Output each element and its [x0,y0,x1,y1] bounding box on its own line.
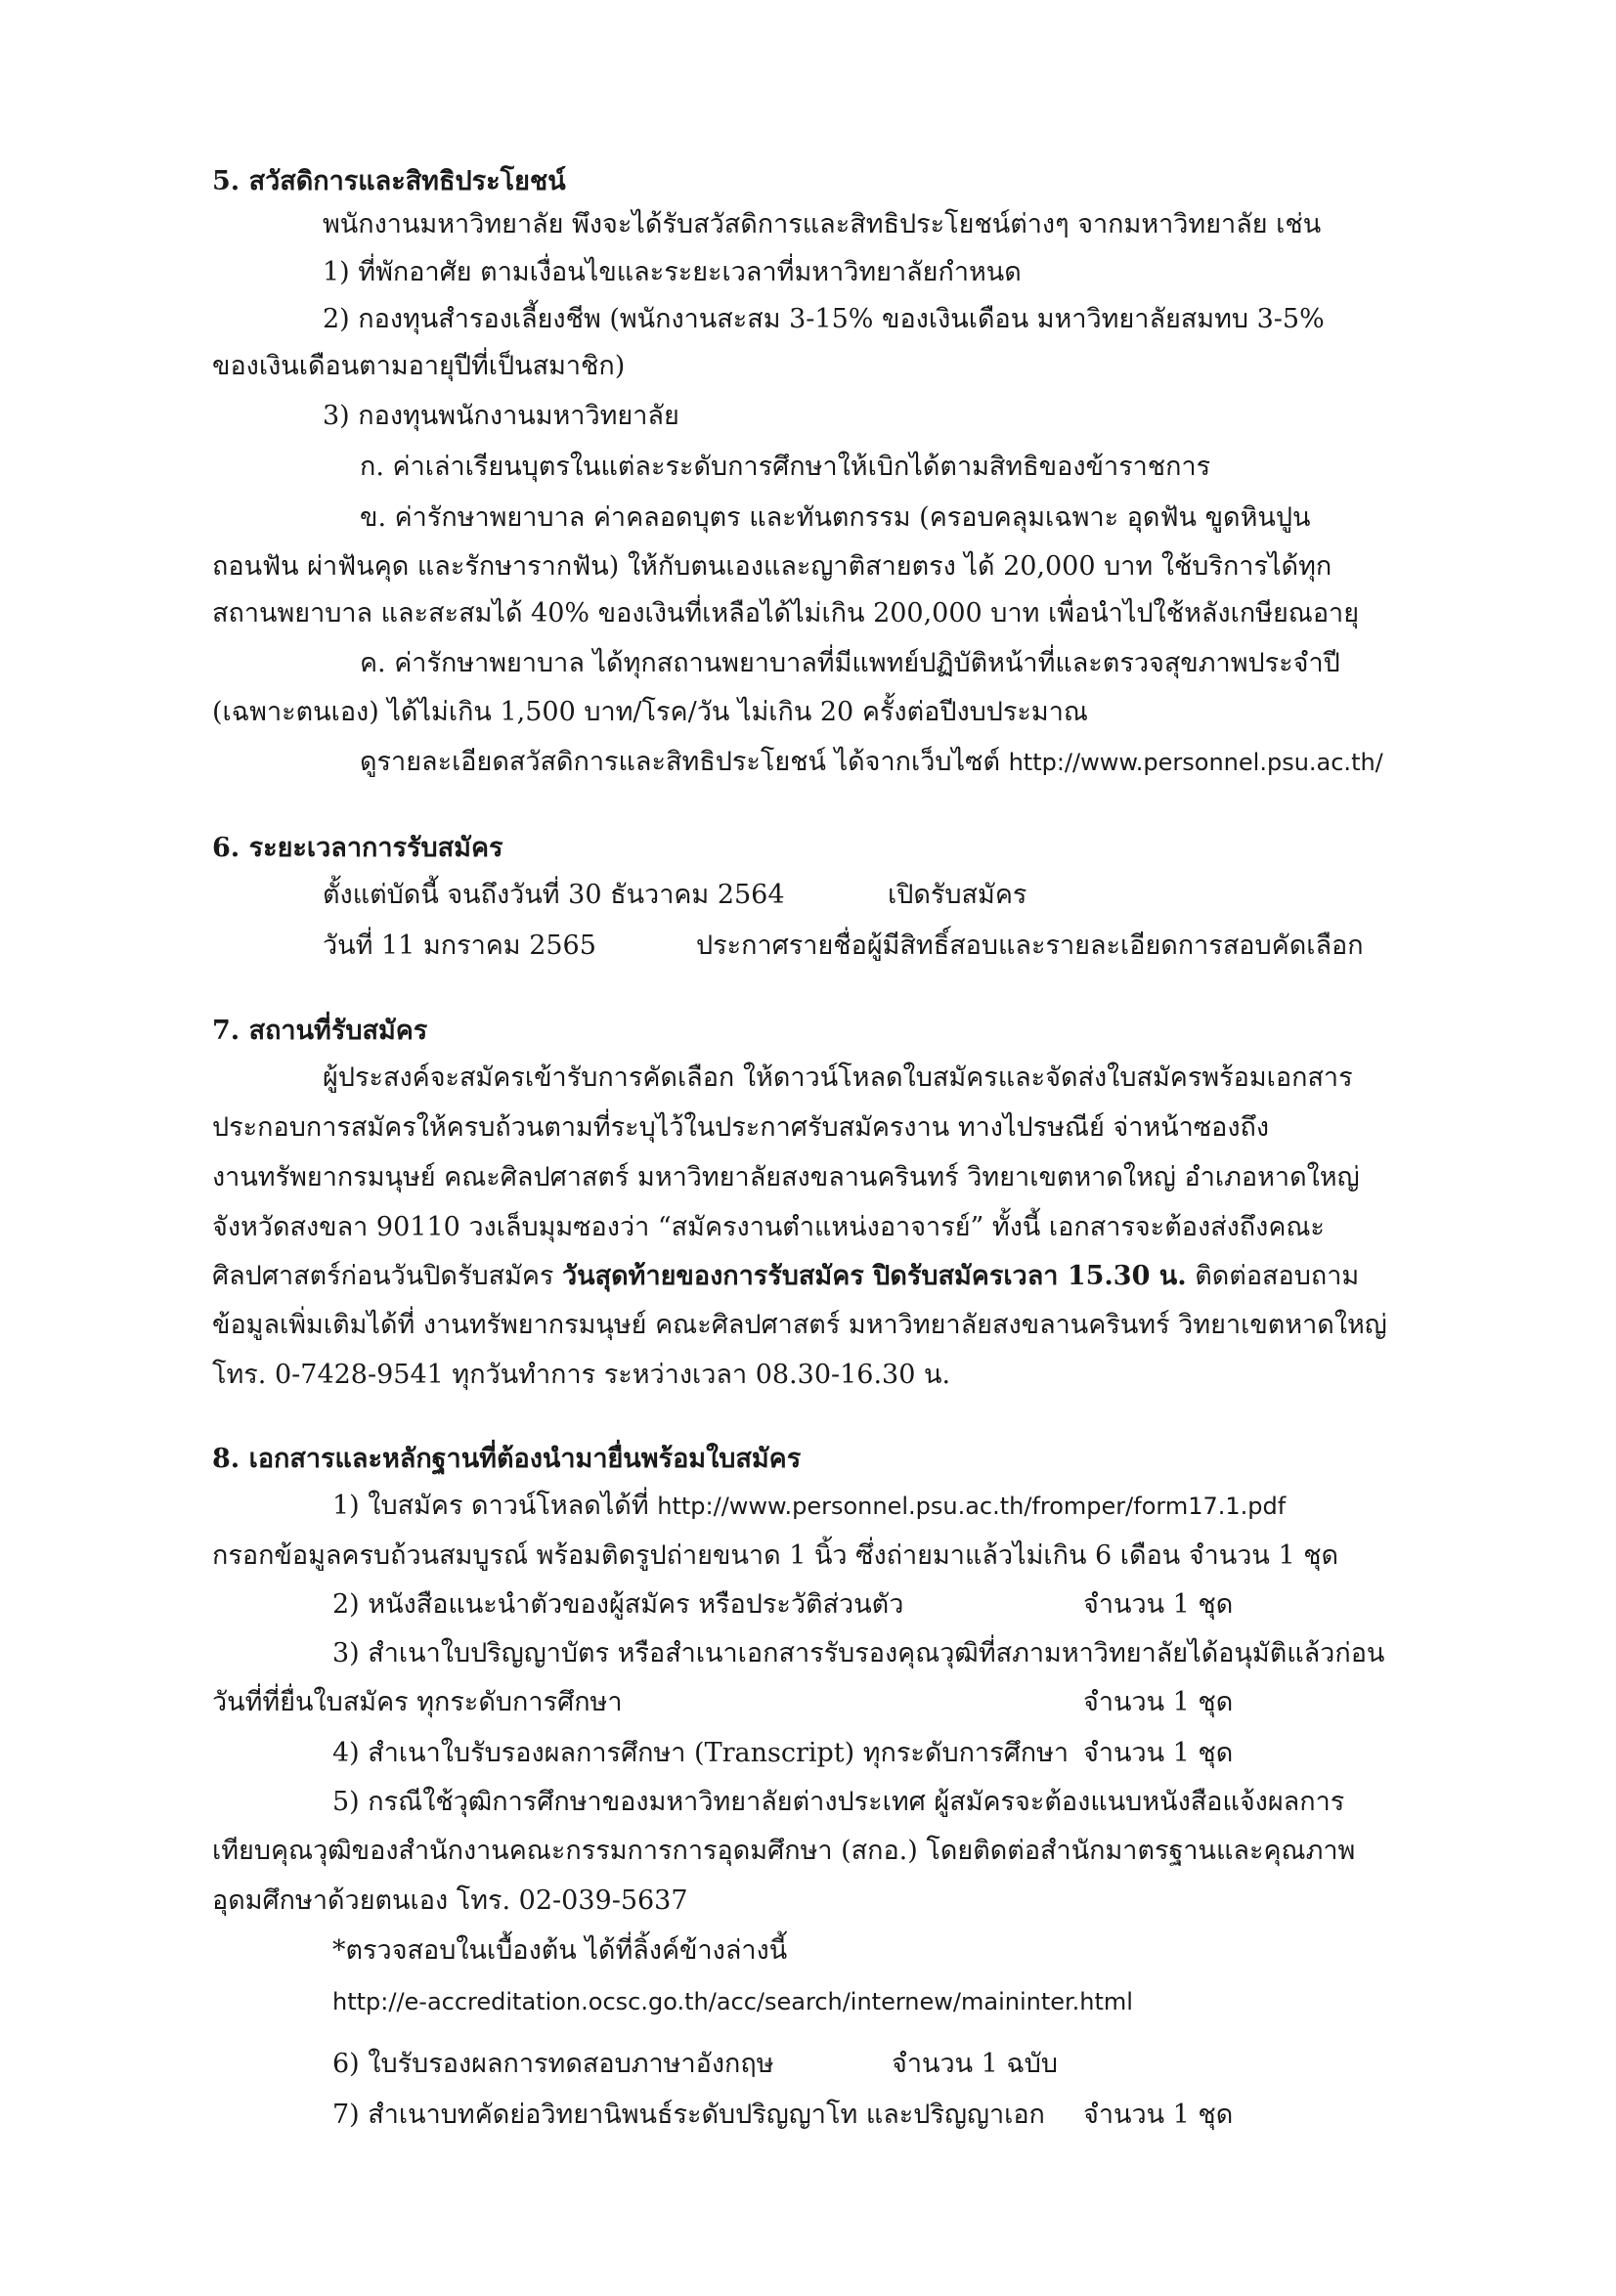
section-8-item-5-cont-1: เทียบคุณวุฒิของสำนักงานคณะกรรมการการอุดมศึกษา (สกอ.) โดยติดต่อสำนักมาตรฐานและคุณภาพ [212,1836,1356,1866]
section-5-heading: 5. สวัสดิการและสิทธิประโยชน์ [212,166,566,196]
section-8-item-2-qty: จำนวน 1 ชุด [1083,1589,1234,1620]
section-5-item-3-kha: ข. ค่ารักษาพยาบาล ค่าคลอดบุตร และทันตกรรม (ครอบคลุมเฉพาะ อุดฟัน ขูดหินปูน [360,502,1311,533]
section-8-item-7-qty: จำนวน 1 ชุด [1083,2100,1234,2130]
section-7-line-1: ผู้ประสงค์จะสมัครเข้ารับการคัดเลือก ให้ดาวน์โหลดใบสมัครและจัดส่งใบสมัครพร้อมเอกสาร [323,1062,1353,1093]
section-7-line-3: งานทรัพยากรมนุษย์ คณะศิลปศาสตร์ มหาวิทยาลัยสงขลานครินทร์ วิทยาเขตหาดใหญ่ อำเภอหาดใหญ่ [212,1162,1360,1192]
section-7-line-5-pre: ศิลปศาสตร์ก่อนวันปิดรับสมัคร [212,1261,563,1291]
section-5-more-text: ดูรายละเอียดสวัสดิการและสิทธิประโยชน์ ได้จากเว็บไซต์ [360,747,1000,777]
section-7-heading: 7. สถานที่รับสมัคร [212,1016,428,1046]
section-5-item-1: 1) ที่พักอาศัย ตามเงื่อนไขและระยะเวลาที่มหาวิทยาลัยกำหนด [323,257,1022,287]
personnel-website-link[interactable]: http://www.personnel.psu.ac.th/ [1008,749,1383,776]
section-5-item-3-kha-cont-1: ถอนฟัน ผ่าฟันคุด และรักษารากฟัน) ให้กับตนเองและญาติสายตรง ได้ 20,000 บาท ใช้บริการได้ทุก [212,551,1332,582]
section-5-item-3-ka: ก. ค่าเล่าเรียนบุตรในแต่ละระดับการศึกษาให้เบิกได้ตามสิทธิของข้าราชการ [360,452,1211,482]
section-7-line-5-post: ติดต่อสอบถาม [1186,1261,1360,1291]
section-5-item-2: 2) กองทุนสำรองเลี้ยงชีพ (พนักงานสะสม 3-15% ของเงินเดือน มหาวิทยาลัยสมทบ 3-5% [323,304,1325,334]
section-8-item-3-cont: วันที่ที่ยื่นใบสมัคร ทุกระดับการศึกษา [212,1687,623,1717]
section-8-item-4: 4) สำเนาใบรับรองผลการศึกษา (Transcript) ทุกระดับการศึกษา [332,1738,1070,1768]
section-8-item-6: 6) ใบรับรองผลการทดสอบภาษาอังกฤษ [332,2049,774,2079]
section-8-item-3: 3) สำเนาใบปริญญาบัตร หรือสำเนาเอกสารรับรองคุณวุฒิที่สภามหาวิทยาลัยได้อนุมัติแล้วก่อน [332,1638,1385,1668]
section-5-item-2-cont: ของเงินเดือนตามอายุปีที่เป็นสมาชิก) [212,351,626,381]
section-7-line-7: โทร. 0-7428-9541 ทุกวันทำการ ระหว่างเวลา 08.30-16.30 น. [212,1360,951,1390]
section-8-item-5-note: *ตรวจสอบในเบื้องต้น ได้ที่ลิ้งค์ข้างล่างนี้ [332,1935,788,1966]
application-form-link[interactable]: http://www.personnel.psu.ac.th/fromper/form17.1.pdf [657,1493,1287,1520]
section-8-item-6-qty: จำนวน 1 ฉบับ [892,2049,1059,2079]
application-period-date: ตั้งแต่บัดนี้ จนถึงวันที่ 30 ธันวาคม 2564 [323,880,785,910]
section-5-item-3-kha-cont-2: สถานพยาบาล และสะสมได้ 40% ของเงินที่เหลือได้ไม่เกิน 200,000 บาท เพื่อนำไปใช้หลังเกษียณอายุ [212,598,1360,628]
section-8-item-7: 7) สำเนาบทคัดย่อวิทยานิพนธ์ระดับปริญญาโท และปริญญาเอก [332,2100,1045,2130]
announcement-date: วันที่ 11 มกราคม 2565 [323,931,596,961]
section-8-item-1-cont: กรอกข้อมูลครบถ้วนสมบูรณ์ พร้อมติดรูปถ่ายขนาด 1 นิ้ว ซึ่งถ่ายมาแล้วไม่เกิน 6 เดือน จำนวน 1 ชุด [212,1540,1339,1571]
section-7-line-6: ข้อมูลเพิ่มเติมได้ที่ งานทรัพยากรมนุษย์ คณะศิลปศาสตร์ มหาวิทยาลัยสงขลานครินทร์ วิทยาเขตหาดใหญ่ [212,1310,1387,1340]
section-7-line-4: จังหวัดสงขลา 90110 วงเล็บมุมซองว่า “สมัครงานตำแหน่งอาจารย์” ทั้งนี้ เอกสารจะต้องส่งถึงคณะ [212,1212,1325,1242]
section-5-intro: พนักงานมหาวิทยาลัย พึงจะได้รับสวัสดิการและสิทธิประโยชน์ต่างๆ จากมหาวิทยาลัย เช่น [323,209,1322,239]
application-period-desc: เปิดรับสมัคร [888,880,1027,910]
section-8-item-1-text: 1) ใบสมัคร ดาวน์โหลดได้ที่ [332,1491,649,1521]
section-7-line-5 [212,1259,1359,1294]
application-deadline: วันสุดท้ายของการรับสมัคร ปิดรับสมัครเวลา 15.30 น. [562,1261,1187,1291]
section-8-item-3-qty: จำนวน 1 ชุด [1083,1687,1234,1717]
section-8-item-2: 2) หนังสือแนะนำตัวของผู้สมัคร หรือประวัติส่วนตัว [332,1589,904,1620]
announcement-desc: ประกาศรายชื่อผู้มีสิทธิ์สอบและรายละเอียดการสอบคัดเลือก [696,931,1364,961]
section-5-item-3-kho-cont: (เฉพาะตนเอง) ได้ไม่เกิน 1,500 บาท/โรค/วัน ไม่เกิน 20 ครั้งต่อปีงบประมาณ [212,697,1088,727]
section-8-item-1 [332,1489,1286,1524]
section-8-item-5: 5) กรณีใช้วุฒิการศึกษาของมหาวิทยาลัยต่างประเทศ ผู้สมัครจะต้องแนบหนังสือแจ้งผลการ [332,1787,1345,1817]
accreditation-check-link[interactable]: http://e-accreditation.ocsc.go.th/acc/search/internew/maininter.html [332,1988,1133,2015]
section-8-item-5-cont-2: อุดมศึกษาด้วยตนเอง โทร. 02-039-5637 [212,1885,688,1916]
section-5-item-3-kho: ค. ค่ารักษาพยาบาล ได้ทุกสถานพยาบาลที่มีแพทย์ปฏิบัติหน้าที่และตรวจสุขภาพประจำปี [360,648,1340,678]
section-7-line-2: ประกอบการสมัครให้ครบถ้วนตามที่ระบุไว้ในประกาศรับสมัครงาน ทางไปรษณีย์ จ่าหน้าซองถึง [212,1112,1270,1143]
section-5-more-info [360,745,1383,780]
section-8-heading: 8. เอกสารและหลักฐานที่ต้องนำมายื่นพร้อมใบสมัคร [212,1444,802,1474]
section-6-heading: 6. ระยะเวลาการรับสมัคร [212,833,503,863]
section-5-item-3: 3) กองทุนพนักงานมหาวิทยาลัย [323,401,679,431]
section-8-item-4-qty: จำนวน 1 ชุด [1083,1738,1234,1768]
